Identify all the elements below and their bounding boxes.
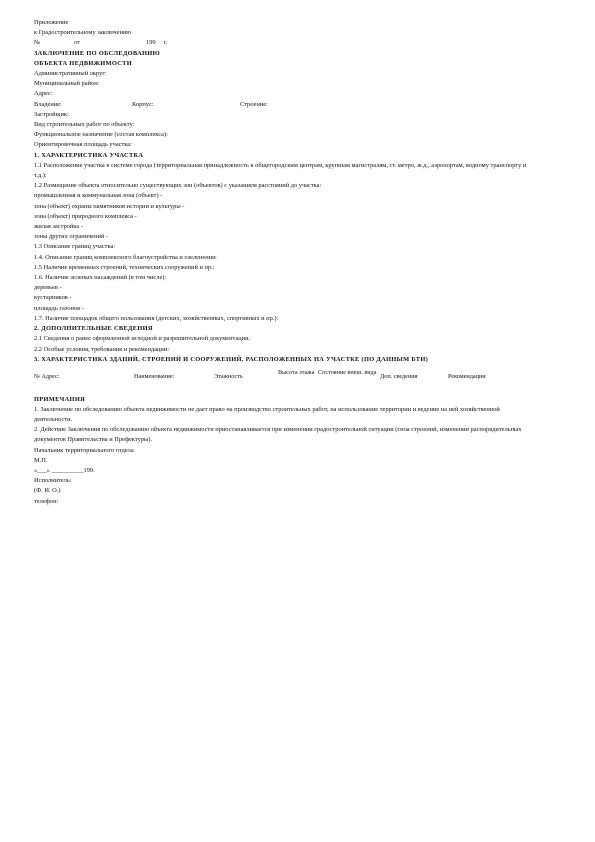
note-1: 1. Заключение по обследованию объекта недвижимости не дает право на производство строительных работ, на использование территории и ведение на ней хозяйственной деятельности. (34, 405, 500, 423)
field-funk-naznach: Функциональное назначение (состав комплекса): (34, 131, 168, 139)
doc-title-line1: ЗАКЛЮЧЕНИЕ ПО ОБСЛЕДОВАНИЮ (34, 49, 161, 57)
field-orient-ploshad: Ориентировочная площадь участка: (34, 141, 132, 149)
header-ref: к Градостроительному заключению (34, 29, 132, 37)
item-1-5: 1.5 Наличие временных строений, технических сооружений и пр.: (34, 263, 215, 271)
field-zastroyshik: Застройщик: (34, 110, 69, 118)
col-address: № Адрес: (34, 372, 60, 380)
field-vladenie-row (34, 100, 534, 110)
signature-title: Начальник территориального отдела (34, 446, 134, 454)
col-recommendations: Рекомендации (448, 372, 486, 380)
green-kustarnikov: кустарников - (34, 294, 72, 302)
field-adm-okrug: Административный округ: (34, 70, 107, 78)
item-1-2: 1.2 Размещение объекта относительно существующих зон (объектов) с указанием расстояний до участка: (34, 182, 322, 190)
item-1-6: 1.6. Наличие зеленых насаждений (в том числе): (34, 274, 167, 282)
item-1-1: 1.1 Расположение участка в системе города (территориальная принадлежность к общегородским центрам, крупным магистралям, ст. метро, ж.д., аэропортам, водному транспорту и т.д.): (34, 161, 527, 180)
note-2: 2. Действие Заключения по обследованию объекта недвижимости приостанавливается при изменении градостроительной ситуации (сноа строений, изменении распорядительных документов Правительства и Префектуры). (34, 426, 522, 444)
col-floors: Этажность (214, 372, 243, 380)
doc-title-line2: ОБЪЕКТА НЕДВИЖИМОСТИ (34, 59, 132, 67)
stamp-place: М.П. (34, 456, 48, 464)
executor-label: Исполнитель: (34, 477, 72, 485)
zone-drugie: зоны других ограничений - (34, 233, 109, 241)
executor-fio: (Ф. И. О.) (34, 487, 61, 495)
field-vid-rabot: Вид строительных работ по объекту: (34, 121, 135, 129)
item-1-3: 1.3 Описание границ участка: (34, 243, 116, 251)
item-1-4: 1.4. Описание границ комплексного благоустройства и озеленения: (34, 253, 217, 261)
col-condition: Состояние внеш. вида (318, 368, 377, 376)
executor-phone: телефон: (34, 497, 59, 505)
year-suffix: г. (164, 39, 168, 47)
year-label: 199 (146, 39, 156, 47)
zone-okhrana: зона (объект) охраны памятников истории и культуры - (34, 202, 185, 210)
notes-heading: ПРИМЕЧАНИЯ (34, 395, 86, 403)
zone-prom: промышленная и коммунальная зона (объект) - (34, 192, 163, 200)
date-line: «___» __________199. (34, 466, 95, 474)
buildings-table-header (34, 369, 534, 381)
field-vladenie: Владение: (34, 100, 62, 108)
field-address: Адрес: (34, 90, 53, 98)
section2-heading: 2. ДОПОЛНИТЕЛЬНЫЕ СВЕДЕНИЯ (34, 325, 153, 333)
number-label: № (34, 39, 41, 47)
item-1-7: 1.7. Наличие площадок общего пользования (детских, хозяйственных, спортивных и пр.): (34, 314, 279, 322)
col-name: Наименование: (134, 372, 175, 380)
document-page (34, 18, 534, 507)
item-2-2: 2.2 Особые условия, требования и рекомендации: (34, 345, 170, 353)
green-derevya: деревьев - (34, 284, 62, 292)
field-korpus: Корпус: (132, 100, 154, 108)
col-extra-info: Доп. сведения (380, 372, 418, 380)
field-stroenie: Строение: (240, 100, 268, 108)
green-gazonov: площадь газонов - (34, 304, 84, 312)
item-2-1: 2.1 Сведения о ранее оформленной исходной и разрешительной документации. (34, 335, 251, 343)
section3-heading: 3. ХАРАКТЕРИСТИКА ЗДАНИЙ, СТРОЕНИЙ И СООРУЖЕНИЙ, РАСПОЛОЖЕННЫХ НА УЧАСТКЕ (ПО ДАННЫМ БТИ) (34, 355, 429, 363)
col-floor-height: Высота этажа (278, 368, 315, 376)
header-appendix: Приложение (34, 19, 69, 26)
zone-zhil: жилая застройка - (34, 223, 83, 231)
date-from-label: от (74, 39, 80, 47)
section1-heading: 1. ХАРАКТЕРИСТИКА УЧАСТКА (34, 151, 144, 159)
zone-prirod: зона (объект) природного комплекса - (34, 212, 137, 220)
field-mun-rayon: Муниципальный район: (34, 80, 100, 88)
header-number-date (34, 38, 534, 48)
